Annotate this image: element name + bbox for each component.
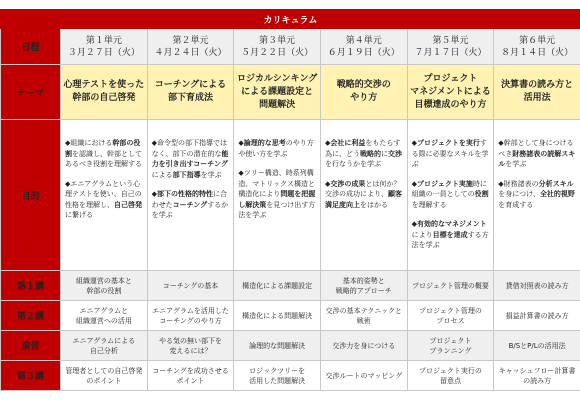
goal-text: により: [411, 230, 433, 239]
goal-cell: [147, 120, 234, 271]
unit-name: 第３単元: [259, 35, 296, 46]
lesson3-cell-line: キャッシュフロー計算書: [498, 366, 576, 375]
goal-emphasis: 部下指導: [172, 170, 201, 179]
lesson3-cell-line: 管理者としての自己啓発: [65, 366, 143, 375]
goal-emphasis: 自己啓発: [114, 200, 142, 209]
lesson2-cell-line: 戦術: [356, 316, 371, 325]
lesson1-cell-line: 構造化による課題設定: [242, 281, 313, 290]
lesson3-cell-line: 留意点: [439, 376, 461, 385]
goal-paragraph: [412, 138, 491, 170]
theme-cell-line: コーチングによる: [154, 80, 227, 90]
lesson1-label: 第１講: [1, 271, 61, 301]
goal-text: ◆組織における: [65, 139, 113, 147]
title-row: [1, 10, 580, 29]
practice-cell-line: プロジェクト: [429, 336, 472, 345]
lesson3-cell-line: のポイント: [86, 376, 122, 385]
lesson2-row: [1, 301, 580, 331]
practice-cell: [234, 331, 321, 361]
goal-text: を認識し、幹部としてあるべき役割を理解する: [65, 149, 142, 168]
goal-text: ◆: [411, 139, 418, 147]
goal-cell: [407, 120, 494, 271]
unit-name: 第５単元: [432, 35, 469, 46]
theme-cell-line: プロジェクト: [423, 73, 478, 84]
goal-text: のやり方や使い方を学ぶ: [238, 139, 314, 158]
goal-text: ◆: [411, 179, 418, 188]
unit-date: ７月１７日（火）: [414, 47, 487, 58]
unit-cell: [320, 29, 407, 65]
practice-cell-line: やる気の無い部下を: [158, 336, 222, 345]
lesson2-cell: [407, 301, 494, 331]
goal-emphasis: 交渉の成果: [330, 179, 366, 188]
goal-text: ◆: [238, 139, 244, 147]
goal-emphasis: 顧客満足度向上: [324, 190, 402, 209]
practice-cell-line: 交渉力を身につける: [332, 341, 396, 350]
theme-cell: [234, 65, 321, 120]
lesson3-cell: [61, 361, 148, 391]
unit-cell: [234, 29, 321, 65]
goal-text: ◆エニアグラムという心理テストを使い、自己の性格を理解し、: [65, 179, 142, 209]
curriculum-table: [0, 9, 580, 391]
goal-paragraph: [498, 179, 577, 211]
goal-emphasis: 論理的な思考: [243, 139, 286, 147]
goal-row: [1, 120, 580, 271]
unit-date: ４月２４日（火）: [154, 47, 227, 58]
practice-cell-line: 自己分析: [89, 346, 118, 355]
goal-text: ◆: [324, 139, 331, 147]
goal-emphasis: 役割: [474, 190, 489, 198]
goal-emphasis: 目標を達成: [432, 230, 468, 239]
lesson3-cell: [494, 361, 580, 391]
goal-text: に: [380, 149, 388, 158]
lesson3-cell-line: 交渉ルートのマッピング: [325, 371, 403, 380]
lesson1-cell-line: 貸借対照表の読み方: [505, 281, 569, 290]
theme-cell: [407, 65, 494, 120]
theme-cell-line: 幹部の自己啓発: [72, 93, 136, 103]
theme-cell-line: やり方: [350, 93, 378, 103]
goal-paragraph: [65, 138, 144, 170]
lesson1-cell: [494, 271, 580, 301]
goal-emphasis: 分析スキル: [538, 179, 574, 188]
goal-emphasis: 能力を引き出すコーチング: [151, 149, 229, 168]
practice-cell: [320, 331, 407, 361]
goal-text: をもたらす為に、どう: [324, 139, 401, 158]
goal-text: を見つけ出す方法を学ぶ: [238, 200, 316, 219]
lesson3-cell-line: ポイント: [176, 376, 205, 385]
goal-label: 目的: [1, 120, 61, 271]
unit-name: 第６単元: [519, 35, 556, 46]
practice-cell-line: エニアグラムによる: [72, 336, 136, 345]
schedule-row: [1, 29, 580, 65]
lesson1-cell: [320, 271, 407, 301]
goal-text: するかを学ぶ: [151, 200, 229, 219]
lesson1-cell: [407, 271, 494, 301]
lesson1-cell-line: 戦略的アプローチ: [335, 286, 392, 295]
lesson3-cell-line: 活用した問題解決: [249, 376, 306, 385]
goal-text: に合わせた: [151, 190, 228, 209]
theme-row: [1, 65, 580, 120]
lesson3-cell: [147, 361, 234, 391]
lesson2-cell-line: コーチングのやり方: [159, 316, 222, 325]
goal-text: ◆財務諸表の: [498, 179, 539, 188]
lesson1-cell-line: 基本的姿勢と: [342, 276, 385, 285]
unit-cell: [61, 29, 148, 65]
lesson1-cell-line: 組織運営の基本と: [75, 276, 132, 285]
goal-emphasis: コーチング: [172, 200, 208, 209]
lesson2-cell-line: 構造化による問題解決: [242, 311, 313, 320]
goal-text: ◆: [151, 190, 158, 198]
lesson2-cell: [234, 301, 321, 331]
lesson2-cell-line: プロセス: [436, 316, 465, 325]
goal-text: による: [151, 170, 173, 179]
lesson3-cell-line: の読み方: [523, 376, 552, 385]
goal-paragraph: [152, 138, 231, 180]
lesson1-row: [1, 271, 580, 301]
theme-cell-line: ロジカルシンキング: [237, 73, 318, 84]
practice-cell: [407, 331, 494, 361]
unit-name: 第４単元: [345, 35, 382, 46]
lesson2-cell-line: プロジェクト管理の: [419, 306, 482, 315]
practice-cell: [147, 331, 234, 361]
goal-emphasis: 幹部の役割: [65, 139, 141, 158]
goal-text: を身につけ、: [498, 190, 540, 198]
theme-cell-line: 目標達成のやり方: [414, 99, 487, 110]
theme-cell-line: 活用法: [523, 93, 551, 103]
unit-date: ３月２７日（火）: [67, 47, 140, 58]
lesson3-row: [1, 361, 580, 391]
goal-paragraph: [238, 168, 317, 221]
lesson3-cell: [407, 361, 494, 391]
unit-cell: [147, 29, 234, 65]
lesson1-cell-line: コーチングの基本: [162, 281, 219, 290]
goal-text: 時に組織の一員としての: [411, 179, 487, 198]
goal-cell: [234, 120, 321, 271]
goal-cell: [320, 120, 407, 271]
theme-cell-line: 決算書の読み方と: [501, 80, 574, 90]
theme-cell-line: 部下育成法: [167, 93, 213, 103]
goal-paragraph: [412, 219, 491, 251]
theme-cell: [320, 65, 407, 120]
table-title: カリキュラム: [1, 10, 580, 29]
theme-label: テーマ: [1, 65, 61, 120]
theme-cell-line: マネジメントによる: [410, 86, 491, 97]
schedule-label: 日程: [1, 29, 61, 65]
lesson1-cell-line: プロジェクト管理の概要: [412, 281, 489, 290]
lesson1-cell-line: 幹部の役割: [86, 286, 122, 295]
lesson3-cell: [234, 361, 321, 391]
practice-cell: [61, 331, 148, 361]
unit-name: 第２単元: [172, 35, 209, 46]
goal-emphasis: 戦略的: [359, 149, 381, 158]
unit-date: ８月１４日（火）: [501, 47, 574, 58]
goal-text: を学ぶ: [505, 160, 527, 168]
goal-paragraph: [412, 179, 491, 211]
lesson2-cell: [320, 301, 407, 331]
goal-text: を育成する: [498, 200, 534, 209]
theme-cell-line: 問題解決: [259, 99, 296, 110]
practice-cell: [494, 331, 580, 361]
goal-text: とは何か？交渉の成功により、: [324, 179, 401, 198]
goal-emphasis: 部下の性格的特性: [157, 190, 214, 198]
unit-name: 第１単元: [85, 35, 122, 46]
goal-cell: [61, 120, 148, 271]
theme-cell: [494, 65, 580, 120]
goal-text: を理解する: [411, 200, 447, 209]
practice-cell-line: B/SとP/Lの活用法: [508, 341, 566, 350]
goal-emphasis: 財務諸表の読解スキル: [498, 149, 576, 168]
goal-emphasis: 問題を把握し解決策: [238, 190, 316, 209]
lesson2-cell-line: エニアグラムを活用した: [152, 306, 229, 315]
lesson3-label: 第３講: [1, 361, 61, 391]
goal-paragraph: [152, 189, 231, 221]
practice-label: 演習: [1, 331, 61, 361]
lesson3-cell-line: コーチングを成功させる: [152, 366, 229, 375]
goal-paragraph: [325, 179, 404, 211]
unit-cell: [494, 29, 580, 65]
goal-text: する方法を学ぶ: [411, 230, 489, 249]
theme-cell: [61, 65, 148, 120]
practice-cell-line: 変えるには？: [169, 346, 212, 355]
practice-cell-line: 論理的な問題解決: [249, 341, 306, 350]
goal-text: ◆命令型の部下指導ではなく、部下の潜在的な: [151, 139, 228, 158]
goal-text: ◆: [324, 179, 331, 188]
goal-text: に繋げる: [65, 211, 93, 219]
lesson2-label: 第２講: [1, 301, 61, 331]
theme-cell-line: による課題設定と: [241, 86, 314, 97]
goal-text: ◆ツリー構造、時系列構造、マトリックス構造と構造化により: [238, 169, 315, 198]
lesson3-cell-line: ロジックツリーを: [249, 366, 306, 375]
goal-emphasis: プロジェクト実施: [417, 179, 473, 188]
goal-emphasis: プロジェクトを実行: [417, 139, 480, 147]
goal-text: をはかる: [359, 200, 388, 209]
goal-emphasis: 全社的視野: [539, 190, 575, 198]
goal-paragraph: [238, 138, 317, 159]
lesson2-cell: [61, 301, 148, 331]
lesson2-cell-line: 損益計算書の読み方: [505, 311, 569, 320]
goal-emphasis: 交渉: [387, 149, 402, 158]
theme-cell: [147, 65, 234, 120]
theme-cell-line: 心理テストを使った: [63, 80, 145, 90]
unit-cell: [407, 29, 494, 65]
lesson1-cell: [61, 271, 148, 301]
goal-text: する際に必要なスキルを学ぶ: [411, 139, 489, 168]
lesson1-cell: [147, 271, 234, 301]
theme-cell-line: 戦略的交渉の: [336, 80, 391, 90]
goal-paragraph: [65, 179, 144, 221]
practice-cell-line: プランニング: [429, 346, 472, 355]
unit-date: ６月１９日（火）: [327, 47, 400, 58]
lesson3-cell-line: プロジェクト実行の: [419, 366, 482, 375]
lesson2-cell: [494, 301, 580, 331]
goal-text: ◆幹部として身につけるべき: [498, 139, 574, 158]
lesson1-cell: [234, 271, 321, 301]
goal-paragraph: [498, 138, 577, 170]
lesson2-cell-line: 交渉の基本テクニックと: [325, 306, 402, 315]
goal-text: を学ぶ: [200, 170, 222, 179]
lesson2-cell: [147, 301, 234, 331]
lesson2-cell-line: エニアグラムと: [79, 306, 129, 315]
goal-paragraph: [325, 138, 404, 170]
goal-cell: [494, 120, 580, 271]
unit-date: ５月２２日（火）: [241, 47, 314, 58]
lesson3-cell: [320, 361, 407, 391]
goal-text: を行なうかを学ぶ: [324, 160, 381, 168]
goal-emphasis: 会社に利益: [330, 139, 366, 147]
goal-text: ◆: [411, 220, 418, 228]
goal-emphasis: 有効的なマネジメント: [417, 220, 487, 228]
lesson2-cell-line: 組織運営への活用: [75, 316, 132, 325]
practice-row: [1, 331, 580, 361]
